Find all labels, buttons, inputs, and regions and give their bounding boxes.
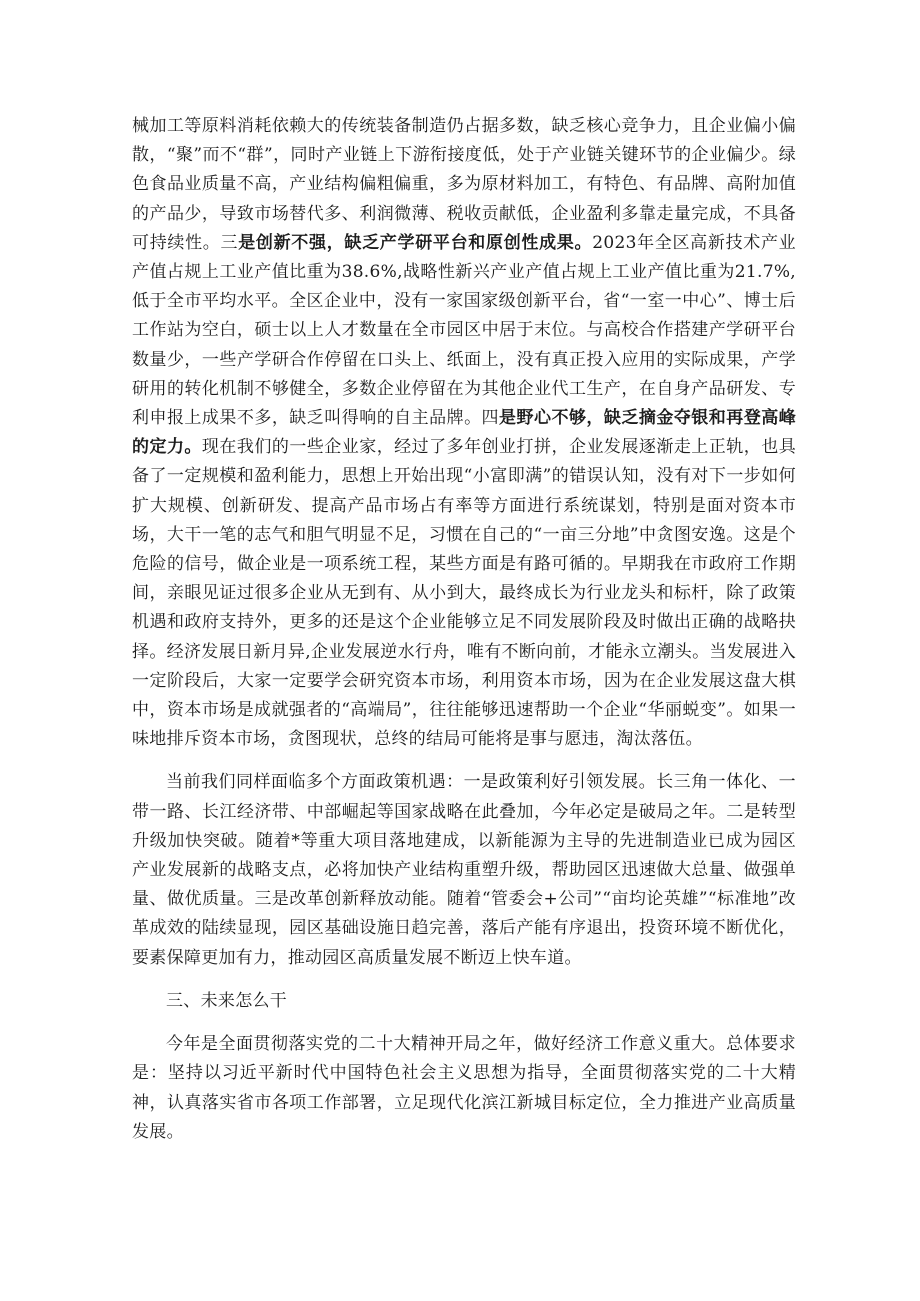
- paragraph-text: 2023年全区高新技术产业产值占规上工业产值比重为38.6%,战略性新兴产业产值占规上工业产值比重为21.7%,低于全市平均水平。全区企业中，没有一家国家级创新平台，省“一室一中心”、博士后工作站为空白，硕士以上人才数量在全市园区中居于末位。与高校合作搭建产学研平台数量少，一些产学研合作停留在口头上、纸面上，没有真正投入应用的实际成果，产学研用的转化机制不够健全，多数企业停留在为其他企业代工生产，在自身产品研发、专利申报上成果不多，缺乏叫得响的自主品牌。四: [132, 232, 796, 429]
- document-page: [132, 112, 796, 1147]
- paragraph-spacing: [132, 973, 796, 987]
- paragraph-policy-opportunities: [132, 768, 796, 972]
- paragraph-text: 当前我们同样面临多个方面政策机遇：一是政策利好引领发展。长三角一体化、一带一路、长江经济带、中部崛起等国家战略在此叠加，今年必定是破局之年。二是转型升级加快突破。随着*等重大项目落地建成，以新能源为主导的先进制造业已成为园区产业发展新的战略支点，必将加快产业结构重塑升级，帮助园区迅速做大总量、做强单量、做优质量。三是改革创新释放动能。随着“管委会+公司”“亩均论英雄”“标准地”改革成效的陆续显现，园区基础设施日趋完善，落后产能有序退出，投资环境不断优化，要素保障更加有力，推动园区高质量发展不断迈上快车道。: [132, 772, 796, 968]
- bold-heading-ambition: 是野心不够，缺乏摘金夺银和再登高峰的定力。: [132, 408, 796, 458]
- paragraph-overall-requirements: 今年是全面贯彻落实党的二十大精神开局之年，做好经济工作意义重大。总体要求是：坚持以习近平新时代中国特色社会主义思想为指导，全面贯彻落实党的二十大精神，认真落实省市各项工作部署，立足现代化滨江新城目标定位，全力推进产业高质量发展。: [132, 1034, 796, 1142]
- bold-heading-innovation: 是创新不强，缺乏产学研平台和原创性成果。: [238, 232, 593, 253]
- paragraph-spacing: [132, 1016, 796, 1030]
- paragraph-text: 现在我们的一些企业家，经过了多年创业打拼，企业发展逐渐走上正轨，也具备了一定规模和盈利能力，思想上开始出现“小富即满”的错误认知，没有对下一步如何扩大规模、创新研发、提高产品市场占有率等方面进行系统谋划，特别是面对资本市场，大干一笔的志气和胆气明显不足，习惯在自己的“一亩三分地”中贪图安逸。这是个危险的信号，做企业是一项系统工程，某些方面是有路可循的。早期我在市政府工作期间，亲眼见证过很多企业从无到有、从小到大，最终成长为行业龙头和标杆，除了政策机遇和政府支持外，更多的还是这个企业能够立足不同发展阶段及时做出正确的战略抉择。经济发展日新月异,企业发展逆水行舟，唯有不断向前，才能永立潮头。当发展进入一定阶段后，大家一定要学会研究资本市场，利用资本市场，因为在企业发展这盘大棋中，资本市场是成就强者的“高端局”，往往能够迅速帮助一个企业“华丽蜕变”。如果一味地排斥资本市场，贪图现状，总终的结局可能将是事与愿违，淘汰落伍。: [132, 437, 797, 750]
- paragraph-industry-weakness: [132, 112, 796, 754]
- section-heading: 三、未来怎么干: [166, 990, 288, 1011]
- paragraph-text: 械加工等原料消耗依赖大的传统装备制造仍占据多数，缺乏核心竞争力，且企业偏小偏散，“聚”而不“群”，同时产业链上下游衔接度低，处于产业链关键环节的企业偏少。绿色食品业质量不高，产业结构偏粗偏重，多为原材料加工，有特色、有品牌、高附加值的产品少，导致市场替代多、利润微薄、税收贡献低，企业盈利多靠走量完成，不具备可持续性。三: [132, 116, 796, 253]
- paragraph-spacing: [132, 754, 796, 768]
